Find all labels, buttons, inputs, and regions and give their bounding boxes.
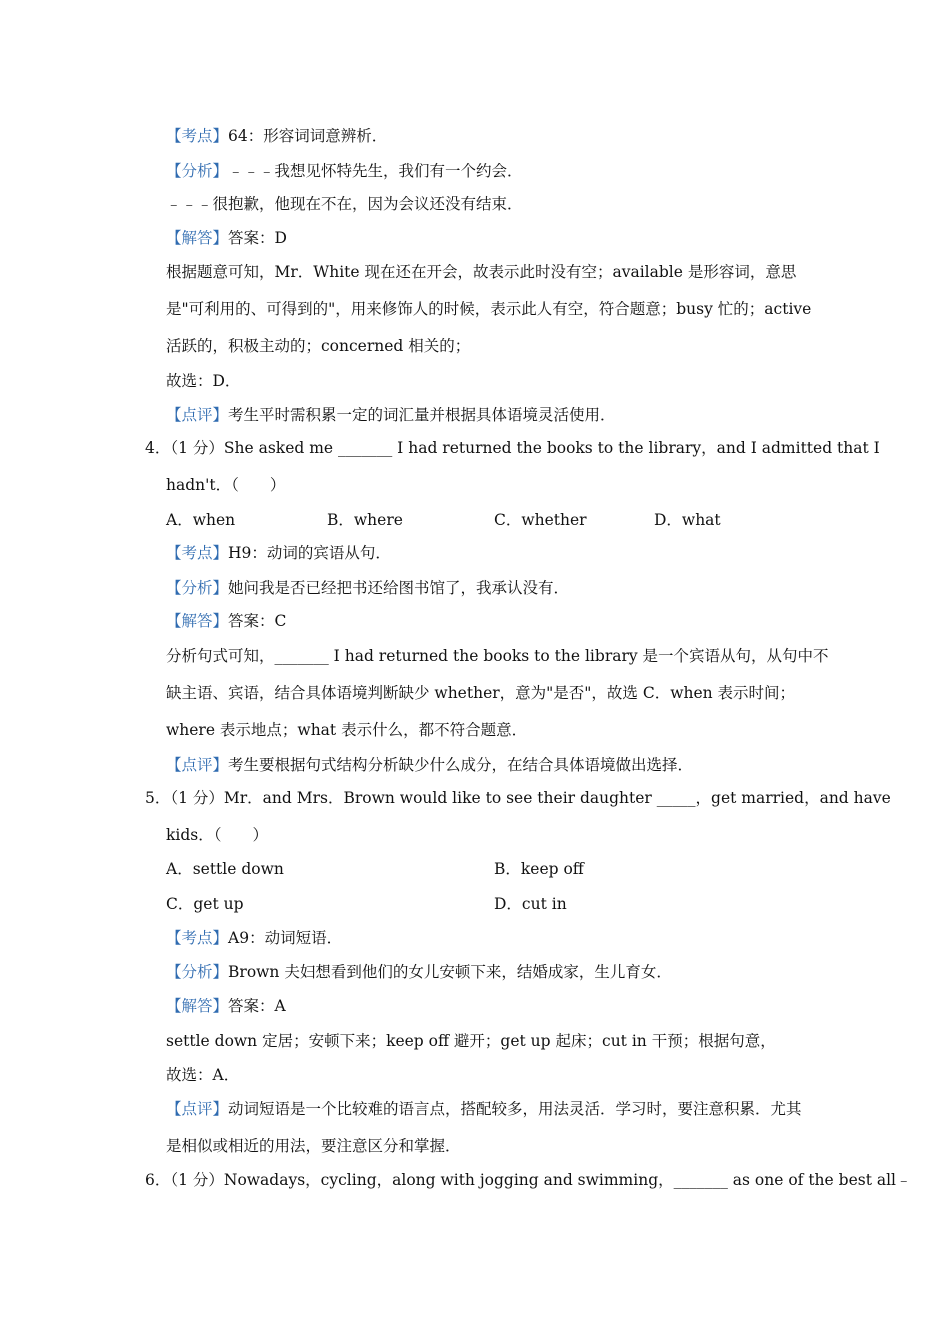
q5-choose: 故选：A．: [166, 1066, 240, 1084]
q5-kaodian-text: A9：动词短语．: [228, 929, 343, 947]
jieda-tag: 【解答】: [166, 229, 229, 247]
q5-explanation-1: settle down 定居；安顿下来；keep off 避开；get up 起床；cut in 干预；根据句意，: [166, 1032, 776, 1050]
q5-jieda-line: [166, 996, 286, 1016]
q3-choose: 故选：D．: [166, 372, 241, 390]
q3-explanation-1: 根据题意可知，Mr．White 现在还在开会，故表示此时没有空；available 是形容词，意思: [166, 263, 797, 281]
q4-stem-1: 4．（1 分）She asked me _______ I had returned the books to the library，and I admitted that I: [145, 439, 880, 457]
q3-fenxi-text-2: ﹣﹣﹣很抱歉，他现在不在，因为会议还没有结束．: [166, 195, 523, 213]
q5-fenxi-text: Brown 夫妇想看到他们的女儿安顿下来，结婚成家，生儿育女．: [228, 963, 672, 981]
q3-explanation-2: 是"可利用的、可得到的"，用来修饰人的时候，表示此人有空，符合题意；busy 忙的；active: [166, 300, 812, 318]
q3-explanation-3: 活跃的，积极主动的；concerned 相关的；: [166, 337, 471, 355]
q4-kaodian-line: [166, 543, 391, 563]
q5-option-c: C．get up: [166, 895, 244, 913]
q5-option-d: D．cut in: [494, 895, 567, 913]
dianping-tag: 【点评】: [166, 1100, 229, 1118]
kaodian-tag: 【考点】: [166, 929, 229, 947]
q3-fenxi-text: ﹣﹣﹣我想见怀特先生，我们有一个约会．: [228, 162, 523, 180]
dianping-tag: 【点评】: [166, 406, 229, 424]
q4-dianping-text: 考生要根据句式结构分析缺少什么成分，在结合具体语境做出选择．: [228, 756, 694, 774]
q5-kaodian-line: [166, 928, 342, 948]
q4-kaodian-text: H9：动词的宾语从句．: [228, 544, 391, 562]
q3-jieda-line: [166, 228, 287, 248]
q5-fenxi-line: [166, 962, 672, 982]
q4-option-b: B．where: [327, 511, 403, 529]
q3-dianping-line: [166, 405, 616, 425]
q5-dianping-text-2: 是相似或相近的用法，要注意区分和掌握．: [166, 1137, 461, 1155]
q5-option-b: B．keep off: [494, 860, 584, 878]
q4-dianping-line: [166, 755, 693, 775]
q5-dianping-text-1: 动词短语是一个比较难的语言点，搭配较多，用法灵活．学习时，要注意积累．尤其: [228, 1100, 802, 1118]
q5-stem-1: 5．（1 分）Mr．and Mrs．Brown would like to see their daughter _____，get married，and have: [145, 789, 891, 807]
fenxi-tag: 【分析】: [166, 963, 229, 981]
q3-dianping-text: 考生平时需积累一定的词汇量并根据具体语境灵活使用．: [228, 406, 616, 424]
dianping-tag: 【点评】: [166, 756, 229, 774]
q5-option-a: A．settle down: [166, 860, 284, 878]
kaodian-tag: 【考点】: [166, 127, 229, 145]
q4-option-c: C．whether: [494, 511, 587, 529]
kaodian-tag: 【考点】: [166, 544, 229, 562]
q5-dianping-line: [166, 1099, 802, 1119]
q4-explanation-2: 缺主语、宾语，结合具体语境判断缺少 whether，意为"是否"，故选 C．when 表示时间；: [166, 684, 796, 702]
q3-kaodian-line: [166, 126, 387, 146]
q4-explanation-1: 分析句式可知，_______ I had returned the books to the library 是一个宾语从句，从句中不: [166, 647, 829, 665]
q3-kaodian-text: 64：形容词词意辨析．: [228, 127, 388, 145]
fenxi-tag: 【分析】: [166, 579, 229, 597]
q4-jieda-line: [166, 611, 286, 631]
q3-fenxi-line: [166, 161, 523, 181]
q3-answer: 答案：D: [228, 229, 287, 247]
q4-option-d: D．what: [654, 511, 721, 529]
q5-answer: 答案：A: [228, 997, 286, 1015]
jieda-tag: 【解答】: [166, 612, 229, 630]
q4-option-a: A．when: [166, 511, 236, 529]
q6-stem-1: 6．（1 分）Nowadays，cycling，along with jogging and swimming，_______ as one of the best all﹣: [145, 1171, 912, 1189]
q4-explanation-3: where 表示地点；what 表示什么，都不符合题意．: [166, 721, 528, 739]
q4-fenxi-line: [166, 578, 569, 598]
q4-answer: 答案：C: [228, 612, 287, 630]
jieda-tag: 【解答】: [166, 997, 229, 1015]
q4-stem-2: hadn't．（ ）: [166, 476, 286, 494]
q4-fenxi-text: 她问我是否已经把书还给图书馆了，我承认没有．: [228, 579, 570, 597]
q5-stem-2: kids．（ ）: [166, 826, 268, 844]
fenxi-tag: 【分析】: [166, 162, 229, 180]
